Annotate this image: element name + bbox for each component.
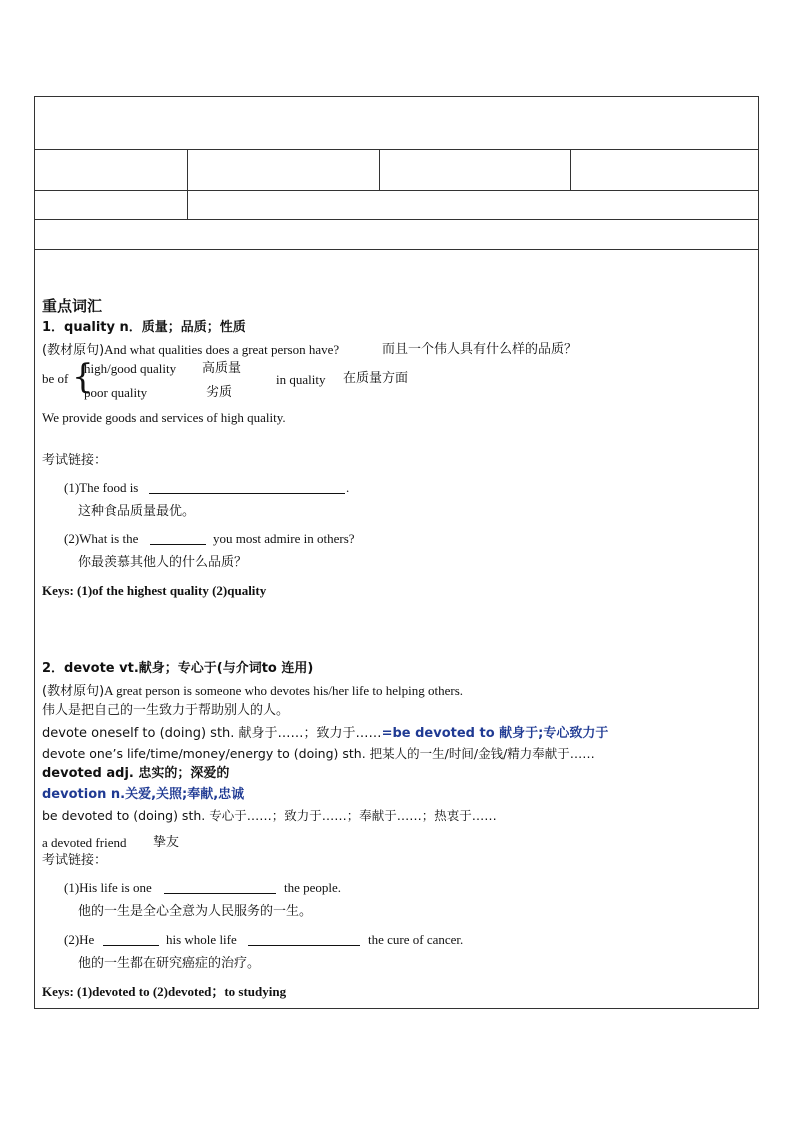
section-title: 重点词汇 [42,297,103,315]
answer-blank[interactable] [164,893,276,894]
worksheet-table [34,96,759,1009]
item1-heading: 1．quality n．质量；品质；性质 [42,320,246,335]
devote-oneself-line [42,725,608,742]
question-2-translation: 他的一生都在研究癌症的治疗。 [78,956,261,971]
example-sentence: We provide goods and services of high quality. [42,410,286,425]
option-high-quality: high/good quality [84,361,177,376]
question-2-prefix: (2)What is the [64,531,139,546]
table-column-rule [187,149,188,219]
question-2-translation: 你最羡慕其他人的什么品质？ [78,555,248,570]
option-poor-quality-zh: 劣质 [206,385,233,400]
curly-brace-icon: { [72,357,94,397]
exam-link-label: 考试链接： [42,853,108,868]
answer-blank[interactable] [248,945,360,946]
table-rule [35,249,758,250]
textbook-translation: 伟人是把自己的一生致力于帮助别人的人。 [42,703,290,718]
question-1-suffix: the people. [284,880,342,895]
question-2-middle: his whole life [166,932,237,947]
question-1-translation: 他的一生是全心全意为人民服务的一生。 [78,904,313,919]
question-2-suffix: the cure of cancer. [368,932,464,947]
keys-line: Keys: (1)of the highest quality (2)quality [42,583,267,598]
devotion-line: devotion n.关爱,关照;奉献,忠诚 [42,787,245,802]
devoted-friend-phrase: a devoted friend [42,835,127,850]
item2-heading: 2．devote vt.献身；专心于(与介词to 连用) [42,661,314,676]
answer-blank[interactable] [150,544,206,545]
option-high-quality-zh: 高质量 [202,361,242,376]
devote-oneself-text: devote oneself to (doing) sth. 献身于……；致力于…… [42,726,382,741]
devote-life-line: devote one’s life/time/money/energy to (doing) sth. 把某人的一生/时间/金钱/精力奉献于…… [42,746,595,761]
question-2-suffix: you most admire in others? [213,531,355,546]
be-devoted-line: be devoted to (doing) sth. 专心于……；致力于……；奉献于……；热衷于…… [42,808,497,823]
item2-textbook-line [42,683,463,700]
textbook-label: (教材原句) [42,343,105,358]
devote-oneself-equivalent: =be devoted to 献身于;专心致力于 [381,726,609,741]
in-quality-phrase: in quality [276,372,326,387]
be-of-label: be of [42,371,69,386]
keys-line: Keys: (1)devoted to (2)devoted；to studying [42,984,287,999]
question-1-translation: 这种食品质量最优。 [78,504,196,519]
textbook-sentence: A great person is someone who devotes his/her life to helping others. [104,683,464,698]
exam-link-label: 考试链接： [42,453,108,468]
devoted-adj-line: devoted adj. 忠实的；深爱的 [42,766,230,781]
question-2-prefix: (2)He [64,932,95,947]
question-1-prefix: (1)His life is one [64,880,152,895]
textbook-sentence: And what qualities does a great person have? [104,342,340,357]
answer-blank[interactable] [103,945,159,946]
textbook-translation: 而且一个伟人具有什么样的品质？ [382,342,578,357]
table-column-rule [570,149,571,190]
table-rule [35,190,758,191]
table-column-rule [379,149,380,190]
devoted-friend-zh: 挚友 [153,835,180,850]
question-1-prefix: (1)The food is [64,480,139,495]
table-rule [35,149,758,150]
in-quality-zh: 在质量方面 [343,371,409,386]
option-poor-quality: poor quality [84,385,148,400]
textbook-label: (教材原句) [42,684,105,699]
question-1-suffix: . [346,480,350,495]
answer-blank[interactable] [149,493,345,494]
table-rule [35,219,758,220]
